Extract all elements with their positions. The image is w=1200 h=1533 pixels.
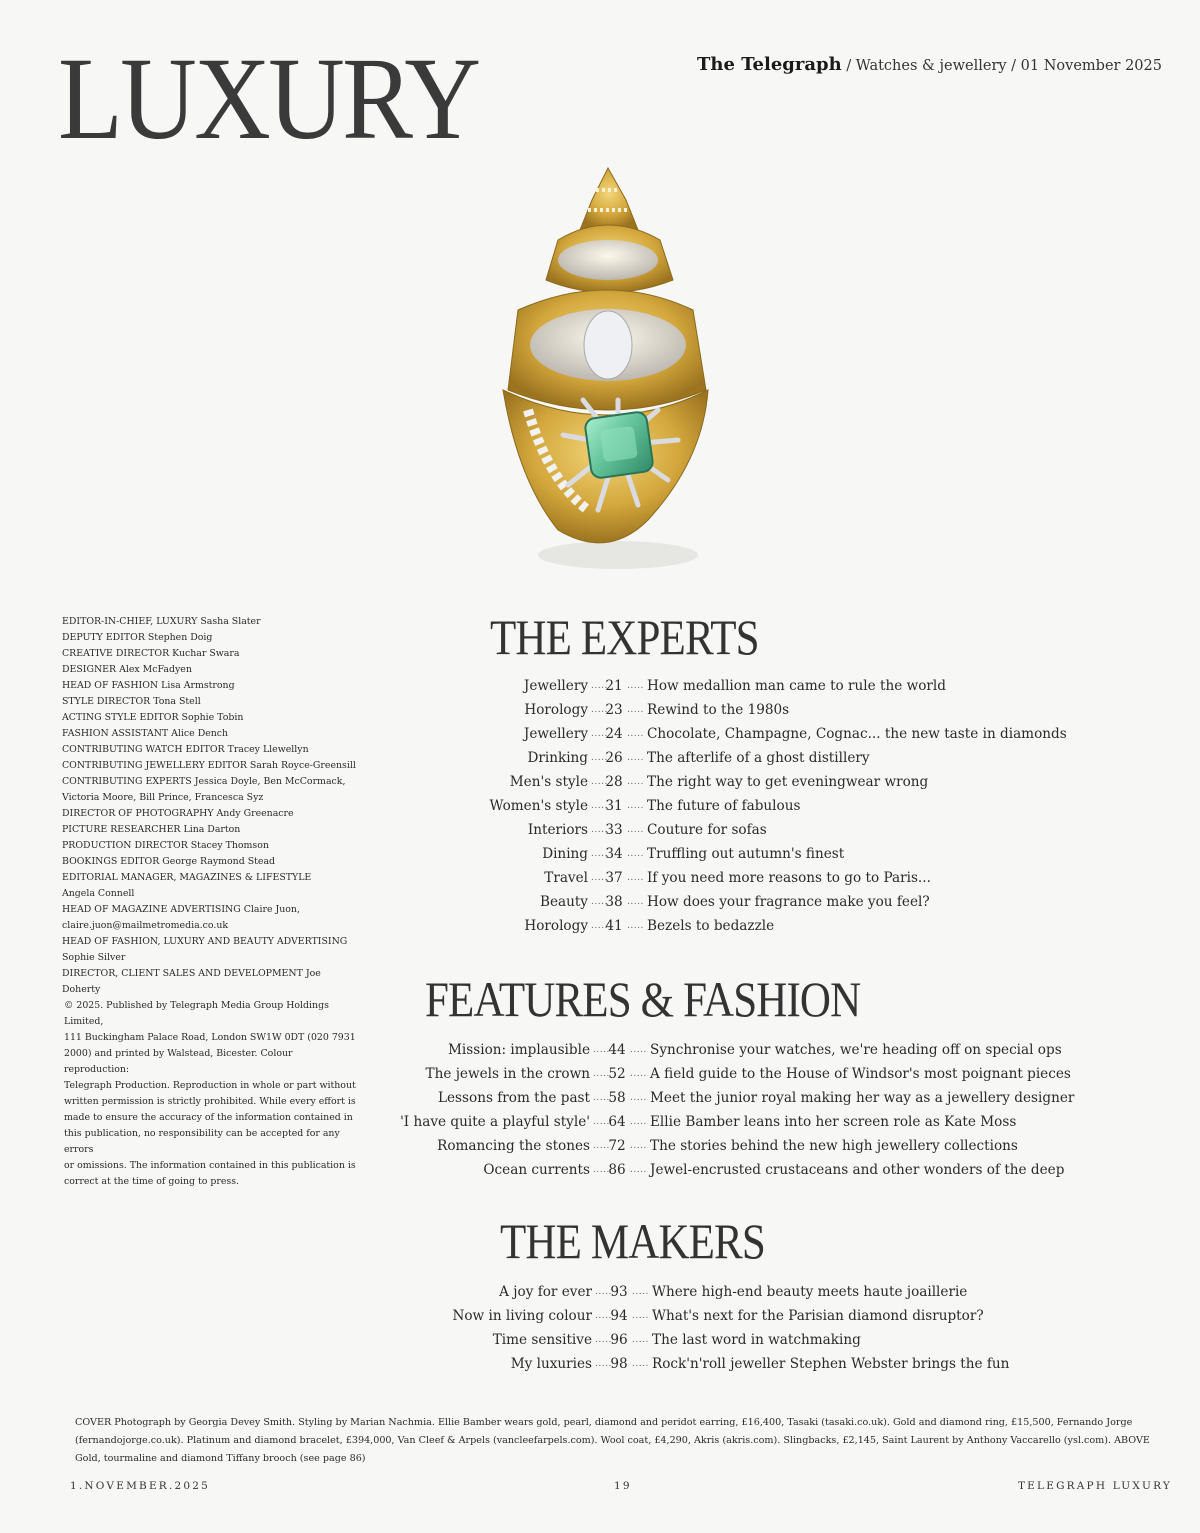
credit-name: Victoria Moore, Bill Prince, Francesca Syz [62,792,264,803]
credit-name: Tracey Llewellyn [227,744,309,755]
toc-entry[interactable] [0,1158,1200,1182]
toc-leader-dots: ..... [593,1045,610,1055]
credit-name: Lisa Armstrong [161,680,235,691]
credit-name: Sasha Slater [200,616,261,627]
credit-name: Joe Doherty [62,968,321,995]
toc-entry[interactable] [0,1038,1200,1062]
toc-entry[interactable] [0,674,1200,698]
credit-role: PRODUCTION DIRECTOR [62,840,188,851]
toc-article-title: The afterlife of a ghost distillery [647,750,870,766]
toc-category: The jewels in the crown [425,1066,590,1082]
toc-entry[interactable] [0,1352,1200,1376]
toc-page-number: 24 [605,726,623,742]
toc-article-title: Jewel-encrusted crustaceans and other wonders of the deep [650,1162,1065,1178]
telegraph-logo: The Telegraph [697,54,842,75]
toc-category: Drinking [527,750,588,766]
toc-entry[interactable] [0,746,1200,770]
toc-entry[interactable] [0,866,1200,890]
toc-leader-dots: ..... [591,801,608,811]
section-title-features: FEATURES & FASHION [425,971,861,1027]
toc-page-number: 37 [605,870,623,886]
section-title-makers: THE MAKERS [500,1213,765,1269]
toc-page-number: 93 [610,1284,628,1300]
toc-category: Romancing the stones [437,1138,590,1154]
toc-article-title: If you need more reasons to go to Paris... [647,870,931,886]
toc-page-number: 72 [608,1138,626,1154]
toc-article-title: Rewind to the 1980s [647,702,790,718]
credit-role: DIRECTOR OF PHOTOGRAPHY [62,808,214,819]
toc-entry[interactable] [0,1110,1200,1134]
legal-line: this publication, no responsibility can be accepted for any errors [64,1128,340,1155]
toc-leader-dots: ..... [630,1045,647,1055]
toc-article-title: Truffling out autumn's finest [647,846,845,862]
toc-page-number: 34 [605,846,623,862]
credit-name: claire.juon@mailmetromedia.co.uk [62,920,229,931]
toc-leader-dots: ..... [595,1335,612,1345]
toc-leader-dots: ..... [627,873,644,883]
toc-leader-dots: ..... [591,705,608,715]
toc-leader-dots: ..... [630,1141,647,1151]
toc-article-title: The right way to get eveningwear wrong [647,774,929,790]
toc-leader-dots: ..... [593,1141,610,1151]
toc-leader-dots: ..... [627,753,644,763]
toc-article-title: What's next for the Parisian diamond disruptor? [652,1308,984,1324]
toc-leader-dots: ..... [630,1165,647,1175]
toc-category: Lessons from the past [437,1090,590,1106]
credit-role: PICTURE RESEARCHER [62,824,181,835]
toc-category: Mission: implausible [448,1042,590,1058]
toc-entry[interactable] [0,794,1200,818]
toc-page-number: 23 [605,702,623,718]
toc-category: Jewellery [523,726,588,742]
toc-article-title: The last word in watchmaking [652,1332,861,1348]
toc-leader-dots: ..... [595,1287,612,1297]
credit-role: DIRECTOR, CLIENT SALES AND DEVELOPMENT [62,968,303,979]
credit-name: Lina Darton [183,824,241,835]
header-topline [697,54,1162,75]
credit-role: HEAD OF FASHION, LUXURY AND BEAUTY ADVERTISING [62,936,348,947]
toc-article-title: Where high-end beauty meets haute joaillerie [652,1284,968,1300]
toc-entry[interactable] [0,1086,1200,1110]
toc-article-title: A field guide to the House of Windsor's most poignant pieces [650,1066,1071,1082]
credit-name: Jessica Doyle, Ben McCormack, [194,776,346,787]
toc-leader-dots: ..... [627,801,644,811]
toc-leader-dots: ..... [591,825,608,835]
credit-role: ACTING STYLE EDITOR [62,712,179,723]
credit-line [62,614,362,630]
toc-leader-dots: ..... [627,729,644,739]
toc-leader-dots: ..... [627,777,644,787]
toc-page-number: 41 [605,918,623,934]
toc-leader-dots: ..... [627,681,644,691]
toc-category: A joy for ever [499,1284,592,1300]
cover-credit: COVER Photograph by Georgia Devey Smith. Styling by Marian Nachmia. Ellie Bamber wears gold, pearl, diamond and peridot earring, £16,400, Tasaki (tasaki.co.uk). Gold and diamond ring, £15,500, Fernando Jorge (fernandojorge.co.uk). Platinum and diamond bracelet, £394,000, Van Cleef & Arpels (vancleefarpels.com). Wool coat, £4,290, Akris (akris.com). Slingbacks, £2,145, Saint Laurent by Anthony Vaccarello (ysl.com). ABOVE Gold, tourmaline and diamond Tiffany brooch (see page 86) [75,1417,1150,1464]
toc-page-number: 96 [610,1332,628,1348]
toc-entry[interactable] [0,1134,1200,1158]
credit-line [62,646,362,662]
toc-leader-dots: ..... [630,1069,647,1079]
toc-article-title: The future of fabulous [647,798,801,814]
toc-category: Now in living colour [452,1308,592,1324]
legal-line: 111 Buckingham Palace Road, London SW1W 0DT (020 7931 [64,1032,356,1043]
toc-entry[interactable] [0,1304,1200,1328]
section-title-experts: THE EXPERTS [490,609,759,665]
toc-leader-dots: ..... [591,921,608,931]
credit-role: DESIGNER [62,664,117,675]
toc-page-number: 33 [605,822,623,838]
toc-page-number: 38 [605,894,623,910]
credit-role: HEAD OF MAGAZINE ADVERTISING [62,904,241,915]
toc-leader-dots: ..... [593,1165,610,1175]
toc-article-title: Synchronise your watches, we're heading off on special ops [650,1042,1062,1058]
credit-role: EDITOR-IN-CHIEF, LUXURY [62,616,198,627]
credit-name: Alex McFadyen [119,664,192,675]
toc-entry[interactable] [0,722,1200,746]
credit-role: HEAD OF FASHION [62,680,159,691]
toc-leader-dots: ..... [591,681,608,691]
toc-page-number: 64 [608,1114,626,1130]
toc-category: 'I have quite a playful style' [400,1114,590,1130]
toc-category: Travel [544,870,588,886]
credit-line [62,966,362,998]
toc-category: Jewellery [523,678,588,694]
legal-line: made to ensure the accuracy of the information contained in [64,1112,353,1123]
shell-brooch-image [488,160,728,580]
legal-line: written permission is strictly prohibited. While every effort is [64,1096,356,1107]
credit-name: Angela Connell [62,888,135,899]
toc-leader-dots: ..... [627,849,644,859]
legal-line: Telegraph Production. Reproduction in whole or part without [64,1080,356,1091]
legal-line: © 2025. Published by Telegraph Media Group Holdings Limited, [64,1000,329,1027]
toc-leader-dots: ..... [591,729,608,739]
toc-leader-dots: ..... [593,1117,610,1127]
masthead-title: LUXURY [58,33,479,164]
toc-leader-dots: ..... [595,1311,612,1321]
toc-leader-dots: ..... [591,777,608,787]
credit-role: CONTRIBUTING JEWELLERY EDITOR [62,760,247,771]
toc-article-title: Ellie Bamber leans into her screen role as Kate Moss [650,1114,1017,1130]
toc-article-title: Couture for sofas [647,822,767,838]
footer-publication: TELEGRAPH LUXURY [1017,1480,1172,1492]
toc-category: Ocean currents [483,1162,590,1178]
toc-leader-dots: ..... [593,1093,610,1103]
toc-page-number: 86 [608,1162,626,1178]
toc-leader-dots: ..... [630,1117,647,1127]
credit-role: CREATIVE DIRECTOR [62,648,170,659]
toc-category: Dining [542,846,588,862]
credit-name: Kuchar Swara [172,648,240,659]
credit-role: FASHION ASSISTANT [62,728,169,739]
credit-name: Claire Juon, [243,904,300,915]
credit-role: CONTRIBUTING EXPERTS [62,776,192,787]
toc-page-number: 58 [608,1090,626,1106]
toc-leader-dots: ..... [591,753,608,763]
toc-leader-dots: ..... [595,1359,612,1369]
toc-article-title: Meet the junior royal making her way as a jewellery designer [650,1090,1075,1106]
toc-category: Beauty [539,894,588,910]
toc-article-title: How medallion man came to rule the world [647,678,946,694]
credit-name: Stacey Thomson [190,840,269,851]
toc-category: Horology [524,918,588,934]
toc-leader-dots: ..... [632,1335,649,1345]
toc-article-title: How does your fragrance make you feel? [647,894,930,910]
toc-article-title: Chocolate, Champagne, Cognac... the new taste in diamonds [647,726,1067,742]
toc-page-number: 98 [610,1356,628,1372]
credit-name: Stephen Doig [147,632,213,643]
toc-leader-dots: ..... [627,705,644,715]
toc-page-number: 44 [608,1042,626,1058]
credit-name: Andy Greenacre [216,808,294,819]
toc-leader-dots: ..... [627,897,644,907]
toc-entry[interactable] [0,698,1200,722]
toc-leader-dots: ..... [591,897,608,907]
toc-article-title: Rock'n'roll jeweller Stephen Webster brings the fun [652,1356,1010,1372]
credit-role: BOOKINGS EDITOR [62,856,160,867]
toc-page-number: 31 [605,798,623,814]
toc-category: Time sensitive [492,1332,592,1348]
toc-entry[interactable] [0,818,1200,842]
credit-line [62,950,362,966]
credit-name: Alice Dench [171,728,229,739]
credit-role: EDITORIAL MANAGER, MAGAZINES & LIFESTYLE [62,872,312,883]
toc-page-number: 52 [608,1066,626,1082]
toc-leader-dots: ..... [630,1093,647,1103]
credit-name: Sophie Tobin [181,712,244,723]
toc-category: Horology [524,702,588,718]
toc-article-title: Bezels to bedazzle [647,918,775,934]
credit-role: DEPUTY EDITOR [62,632,145,643]
credit-line [62,630,362,646]
toc-page-number: 21 [605,678,623,694]
toc-leader-dots: ..... [627,921,644,931]
toc-leader-dots: ..... [627,825,644,835]
toc-page-number: 28 [605,774,623,790]
header-section-date: / Watches & jewellery / 01 November 2025 [846,58,1162,74]
credit-role: STYLE DIRECTOR [62,696,151,707]
legal-line: or omissions. The information contained in this publication is [64,1160,356,1171]
credit-name: Sophie Silver [62,952,126,963]
credit-name: Sarah Royce-Greensill [249,760,356,771]
toc-leader-dots: ..... [591,873,608,883]
toc-entry[interactable] [0,1062,1200,1086]
toc-leader-dots: ..... [591,849,608,859]
toc-page-number: 94 [610,1308,628,1324]
credit-name: Tona Stell [153,696,201,707]
footer-date: 1.NOVEMBER.2025 [70,1480,210,1492]
toc-article-title: The stories behind the new high jewellery collections [650,1138,1018,1154]
toc-leader-dots: ..... [632,1311,649,1321]
footer-page-number: 19 [614,1480,632,1492]
credit-role: CONTRIBUTING WATCH EDITOR [62,744,225,755]
toc-category: Women's style [489,798,588,814]
credit-name: George Raymond Stead [162,856,276,867]
toc-leader-dots: ..... [632,1287,649,1297]
legal-line: correct at the time of going to press. [64,1176,240,1187]
toc-category: Men's style [509,774,588,790]
toc-leader-dots: ..... [632,1359,649,1369]
toc-entry[interactable] [0,842,1200,866]
toc-category: My luxuries [510,1356,592,1372]
toc-entry[interactable] [0,914,1200,938]
toc-leader-dots: ..... [593,1069,610,1079]
toc-entry[interactable] [0,1328,1200,1352]
toc-entry[interactable] [0,1280,1200,1304]
toc-entry[interactable] [0,770,1200,794]
legal-line: 2000) and printed by Walstead, Bicester. Colour reproduction: [64,1048,293,1075]
toc-page-number: 26 [605,750,623,766]
toc-entry[interactable] [0,890,1200,914]
toc-category: Interiors [527,822,588,838]
